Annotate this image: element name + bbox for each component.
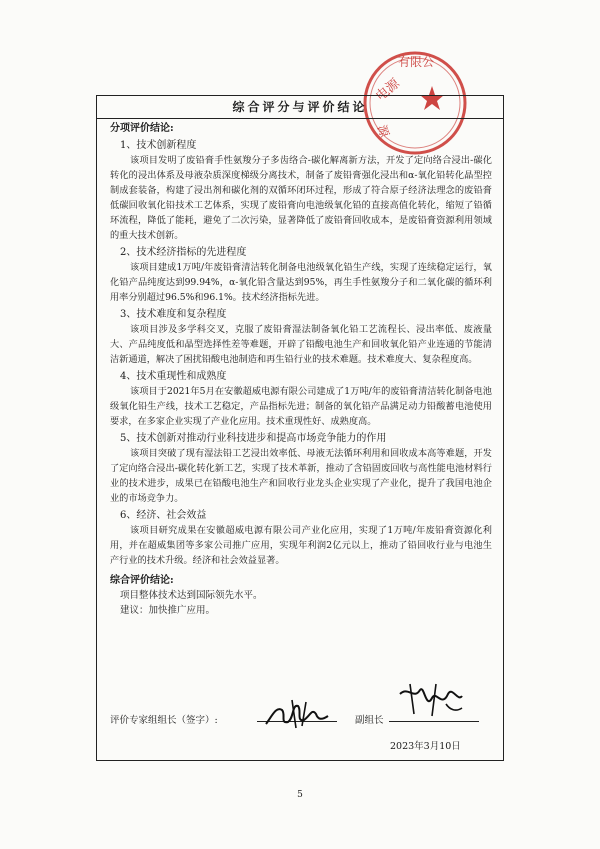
table-header: 综合评分与评价结论 — [97, 96, 503, 119]
svg-text:源: 源 — [374, 123, 392, 140]
item-heading: 6、经济、社会效益 — [120, 510, 207, 521]
item-text: 该项目于2021年5月在安徽超威电源有限公司建成了1万吨/年的废铅膏清洁转化制备电池级氧化铅生产线，技术工艺稳定，产品指标先进；制备的氧化铅产品满足动力铅酸蓄电池使用要求，在多家企业实现了产业化应用。技术重现性好、成熟度高。 — [110, 386, 492, 427]
vice-leader-label: 副组长 — [355, 715, 384, 726]
item-text: 该项目研究成果在安徽超威电源有限公司产业化应用，实现了1万吨/年废铅膏资源化利用，并在超威集团等多家公司推广应用，实现年利润2亿元以上，推动了铅回收行业与电池生产行业的技术升级。经济和社会效益显著。 — [110, 525, 492, 566]
vice-signature-line — [389, 721, 479, 722]
conclusion-line: 建议：加快推广应用。 — [120, 605, 216, 616]
item-heading: 5、技术创新对推动行业科技进步和提高市场竞争能力的作用 — [120, 433, 387, 444]
conclusion-title: 综合评价结论: — [110, 575, 174, 586]
evaluation-frame — [96, 95, 504, 761]
leader-handwritten-signature — [262, 696, 332, 732]
svg-text:有限公: 有限公 — [398, 55, 435, 69]
svg-text:电源: 电源 — [373, 76, 403, 105]
item-heading: 1、技术创新程度 — [120, 140, 197, 151]
item-text: 该项目建成1万吨/年废铅膏清洁转化制备电池级氧化铅生产线，实现了连续稳定运行，氧化铅产品纯度达到99.94%，α-氧化铅含量达到95%，再生手性氨羧分子和二氧化碳的循环利用率分别超过96.5%和96.1%。技术经济指标先进。 — [110, 262, 492, 303]
evaluation-content — [110, 121, 492, 618]
item-heading: 3、技术难度和复杂程度 — [120, 309, 227, 320]
item-heading: 4、技术重现性和成熟度 — [120, 371, 227, 382]
section-title: 分项评价结论: — [110, 123, 174, 134]
page-number: 5 — [297, 790, 303, 800]
item-text: 该项目发明了废铅膏手性氨羧分子多齿络合-碳化解离新方法，开发了定向络合浸出-碳化转化的浸出体系及母液杂质深度梯级分离技术，制备了废铅膏强化浸出和α-氧化铅转化晶型控制成套装备，构建了浸出剂和碳化剂的双循环闭环过程，形成了符合原子经济法理念的废铅膏低碳回收氧化铅技术工艺体系，实现了废铅膏向电池级氧化铅的直接高值化转化，缩短了铅循环流程，降低了能耗，避免了二次污染，显著降低了废铅膏回收成本，是废铅膏资源利用领域的重大技术创新。 — [110, 155, 492, 241]
leader-signature-label: 评价专家组组长（签字）: — [110, 715, 218, 726]
evaluation-date: 2023年3月10日 — [390, 741, 461, 752]
item-text: 该项目涉及多学科交叉，克服了废铅膏湿法制备氧化铅工艺流程长、浸出率低、废液量大、产品纯度低和晶型选择性差等难题，开辟了铅酸电池生产和回收氧化铅产业连通的节能清洁新通道，解决了困扰铅酸电池制造和再生铅行业的技术难题。技术难度大、复杂程度高。 — [110, 324, 492, 365]
vice-handwritten-signature — [396, 680, 466, 720]
item-heading: 2、技术经济指标的先进程度 — [120, 247, 247, 258]
conclusion-line: 项目整体技术达到国际领先水平。 — [120, 590, 263, 601]
item-text: 该项目突破了现有湿法铅工艺浸出效率低、母液无法循环利用和回收成本高等难题，开发了定向络合浸出-碳化转化新工艺，实现了技术革新，推动了含铅固废回收与高性能电池材料行业的技术进步，成果已在铅酸电池生产和回收行业龙头企业实现了产业化，提升了我国电池企业的市场竞争力。 — [110, 448, 492, 504]
